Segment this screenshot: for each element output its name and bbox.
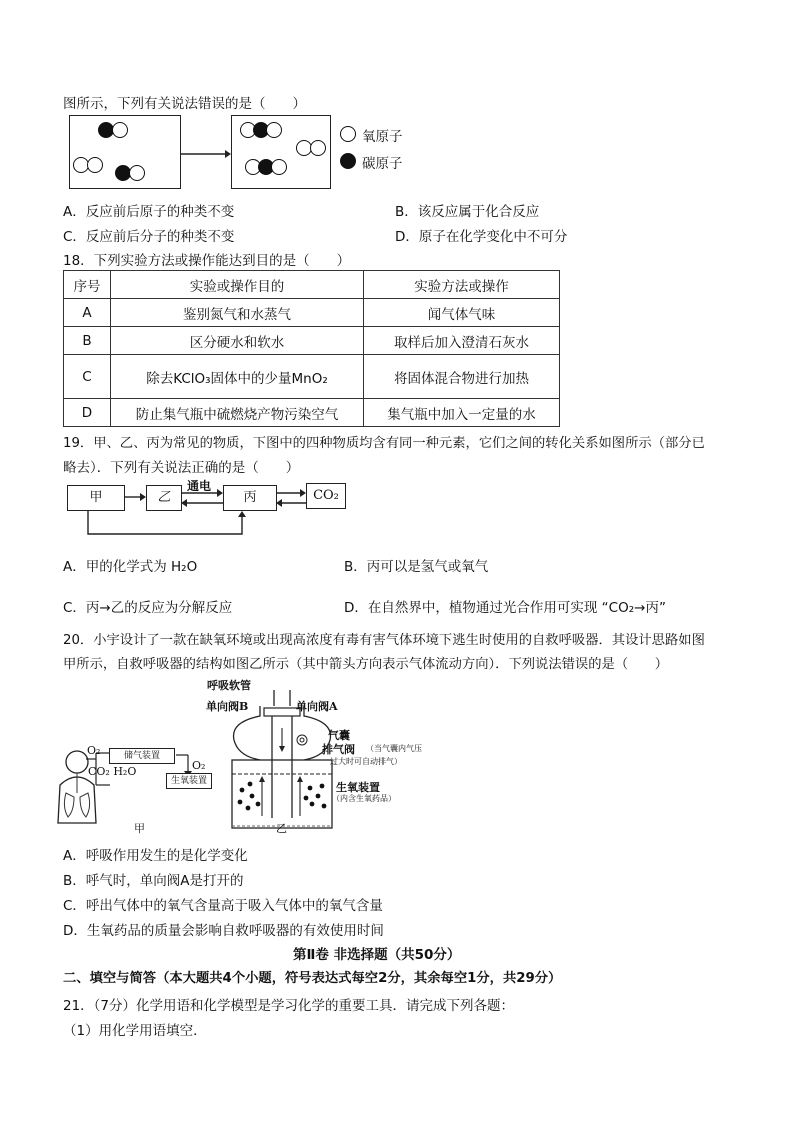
cell-method: 将固体混合物进行加热 <box>364 355 560 399</box>
box-jia: 甲 <box>67 485 125 511</box>
yi-exhaust-note1: （当气囊内气压 <box>366 744 422 753</box>
box-yi: 乙 <box>146 485 182 511</box>
legend-carbon-icon <box>340 153 356 169</box>
q19-stem-line1: 19．甲、乙、丙为常见的物质，下图中的四种物质均含有同一种元素，它们之间的转化关系如图所示（部分已 <box>63 436 705 451</box>
section-header: 二、填空与简答（本大题共4个小题，符号表达式每空2分，其余每空1分，共29分） <box>63 971 562 986</box>
q17-stem: 图所示，下列有关说法错误的是（ ） <box>63 96 306 112</box>
jia-oxygen-generator-box: 生氧装置 <box>166 773 212 789</box>
cell-no: B <box>64 327 111 355</box>
yi-exhaust-label: 排气阀 <box>322 743 355 756</box>
table-row <box>64 299 560 327</box>
q19-option-d: D．在自然界中，植物通过光合作用可实现 “CO₂→丙” <box>344 600 666 616</box>
jia-gas-storage-box: 储气装置 <box>109 748 175 764</box>
oxygen-atom <box>112 122 128 138</box>
q20-option-a: A．呼吸作用发生的是化学变化 <box>63 848 248 864</box>
q18-stem: 18．下列实验方法或操作能达到目的是（ ） <box>63 253 351 269</box>
q21-sub1: （1）用化学用语填空． <box>63 1023 207 1039</box>
table-row <box>64 327 560 355</box>
cell-method: 集气瓶中加入一定量的水 <box>364 399 560 427</box>
header-no: 序号 <box>64 271 111 299</box>
products-box <box>231 115 331 189</box>
q20-stem-line1: 20．小宇设计了一款在缺氧环境或出现高浓度有毒有害气体环境下逃生时使用的自救呼吸器．其设计思路如图 <box>63 633 705 648</box>
q20-option-b: B．呼气时，单向阀A是打开的 <box>63 873 244 889</box>
box-co2: CO₂ <box>306 483 346 509</box>
cell-no: D <box>64 399 111 427</box>
cell-no: A <box>64 299 111 327</box>
oxygen-atom <box>129 165 145 181</box>
cell-purpose: 鉴别氮气和水蒸气 <box>111 299 364 327</box>
oxygen-atom <box>271 159 287 175</box>
cell-method: 取样后加入澄清石灰水 <box>364 327 560 355</box>
q20-stem-line2: 甲所示，自救呼吸器的结构如图乙所示（其中箭头方向表示气体流动方向）．下列说法错误的是（ ） <box>63 657 669 672</box>
table-row <box>64 399 560 427</box>
cell-no: C <box>64 355 111 399</box>
cell-purpose: 除去KClO₃固体中的少量MnO₂ <box>111 355 364 399</box>
table-header-row <box>64 271 560 299</box>
reactants-box <box>69 115 181 189</box>
q21-stem: 21．（7分）化学用语和化学模型是学习化学的重要工具．请完成下列各题： <box>63 998 515 1014</box>
cell-purpose: 防止集气瓶中硫燃烧产物污染空气 <box>111 399 364 427</box>
q17-option-d: D．原子在化学变化中不可分 <box>395 229 568 245</box>
arrow-label-electrolysis: 通电 <box>187 479 212 493</box>
yi-valve-a-label: 单向阀A <box>296 700 338 713</box>
q17-option-c: C．反应前后分子的种类不变 <box>63 229 235 245</box>
yi-valve-b-label: 单向阀B <box>206 700 249 713</box>
header-purpose: 实验或操作目的 <box>111 271 364 299</box>
q19-option-a: A．甲的化学式为 H₂O <box>63 559 198 575</box>
oxygen-atom <box>87 157 103 173</box>
q20-option-c: C．呼出气体中的氧气含量高于吸入气体中的氧气含量 <box>63 898 383 914</box>
part2-title: 第Ⅱ卷 非选择题（共50分） <box>293 947 461 963</box>
jia-o2-left: O₂ <box>87 744 101 757</box>
q19-option-c: C．丙→乙的反应为分解反应 <box>63 600 233 616</box>
cell-method: 闻气体气味 <box>364 299 560 327</box>
legend-carbon-label: 碳原子 <box>362 156 403 172</box>
jia-co2-h2o: CO₂ H₂O <box>88 765 137 778</box>
yi-generator-note: （内含生氧药品） <box>332 794 396 803</box>
jia-caption: 甲 <box>134 822 145 835</box>
experiment-table <box>63 270 560 427</box>
q19-stem-line2: 略去）．下列有关说法正确的是（ ） <box>63 460 300 476</box>
q19-option-b: B．丙可以是氢气或氧气 <box>344 559 489 575</box>
cell-purpose: 区分硬水和软水 <box>111 327 364 355</box>
yi-caption: 乙 <box>276 822 287 835</box>
oxygen-atom <box>310 140 326 156</box>
reaction-arrow <box>181 148 231 160</box>
oxygen-atom <box>266 122 282 138</box>
legend-oxygen-icon <box>340 126 356 142</box>
q20-option-d: D．生氧药品的质量会影响自救呼吸器的有效使用时间 <box>63 923 384 939</box>
yi-tube-label: 呼吸软管 <box>207 679 251 692</box>
q17-option-a: A．反应前后原子的种类不变 <box>63 204 235 220</box>
yi-generator-label: 生氧装置 <box>336 781 380 794</box>
header-method: 实验方法或操作 <box>364 271 560 299</box>
yi-bag-label: 气囊 <box>328 729 350 742</box>
q17-option-b: B．该反应属于化合反应 <box>395 204 540 220</box>
jia-o2-right: O₂ <box>192 759 206 772</box>
table-row <box>64 355 560 399</box>
yi-exhaust-note2: 过大时可自动排气） <box>330 757 402 766</box>
box-bing: 丙 <box>223 485 277 511</box>
legend-oxygen-label: 氧原子 <box>362 129 403 145</box>
